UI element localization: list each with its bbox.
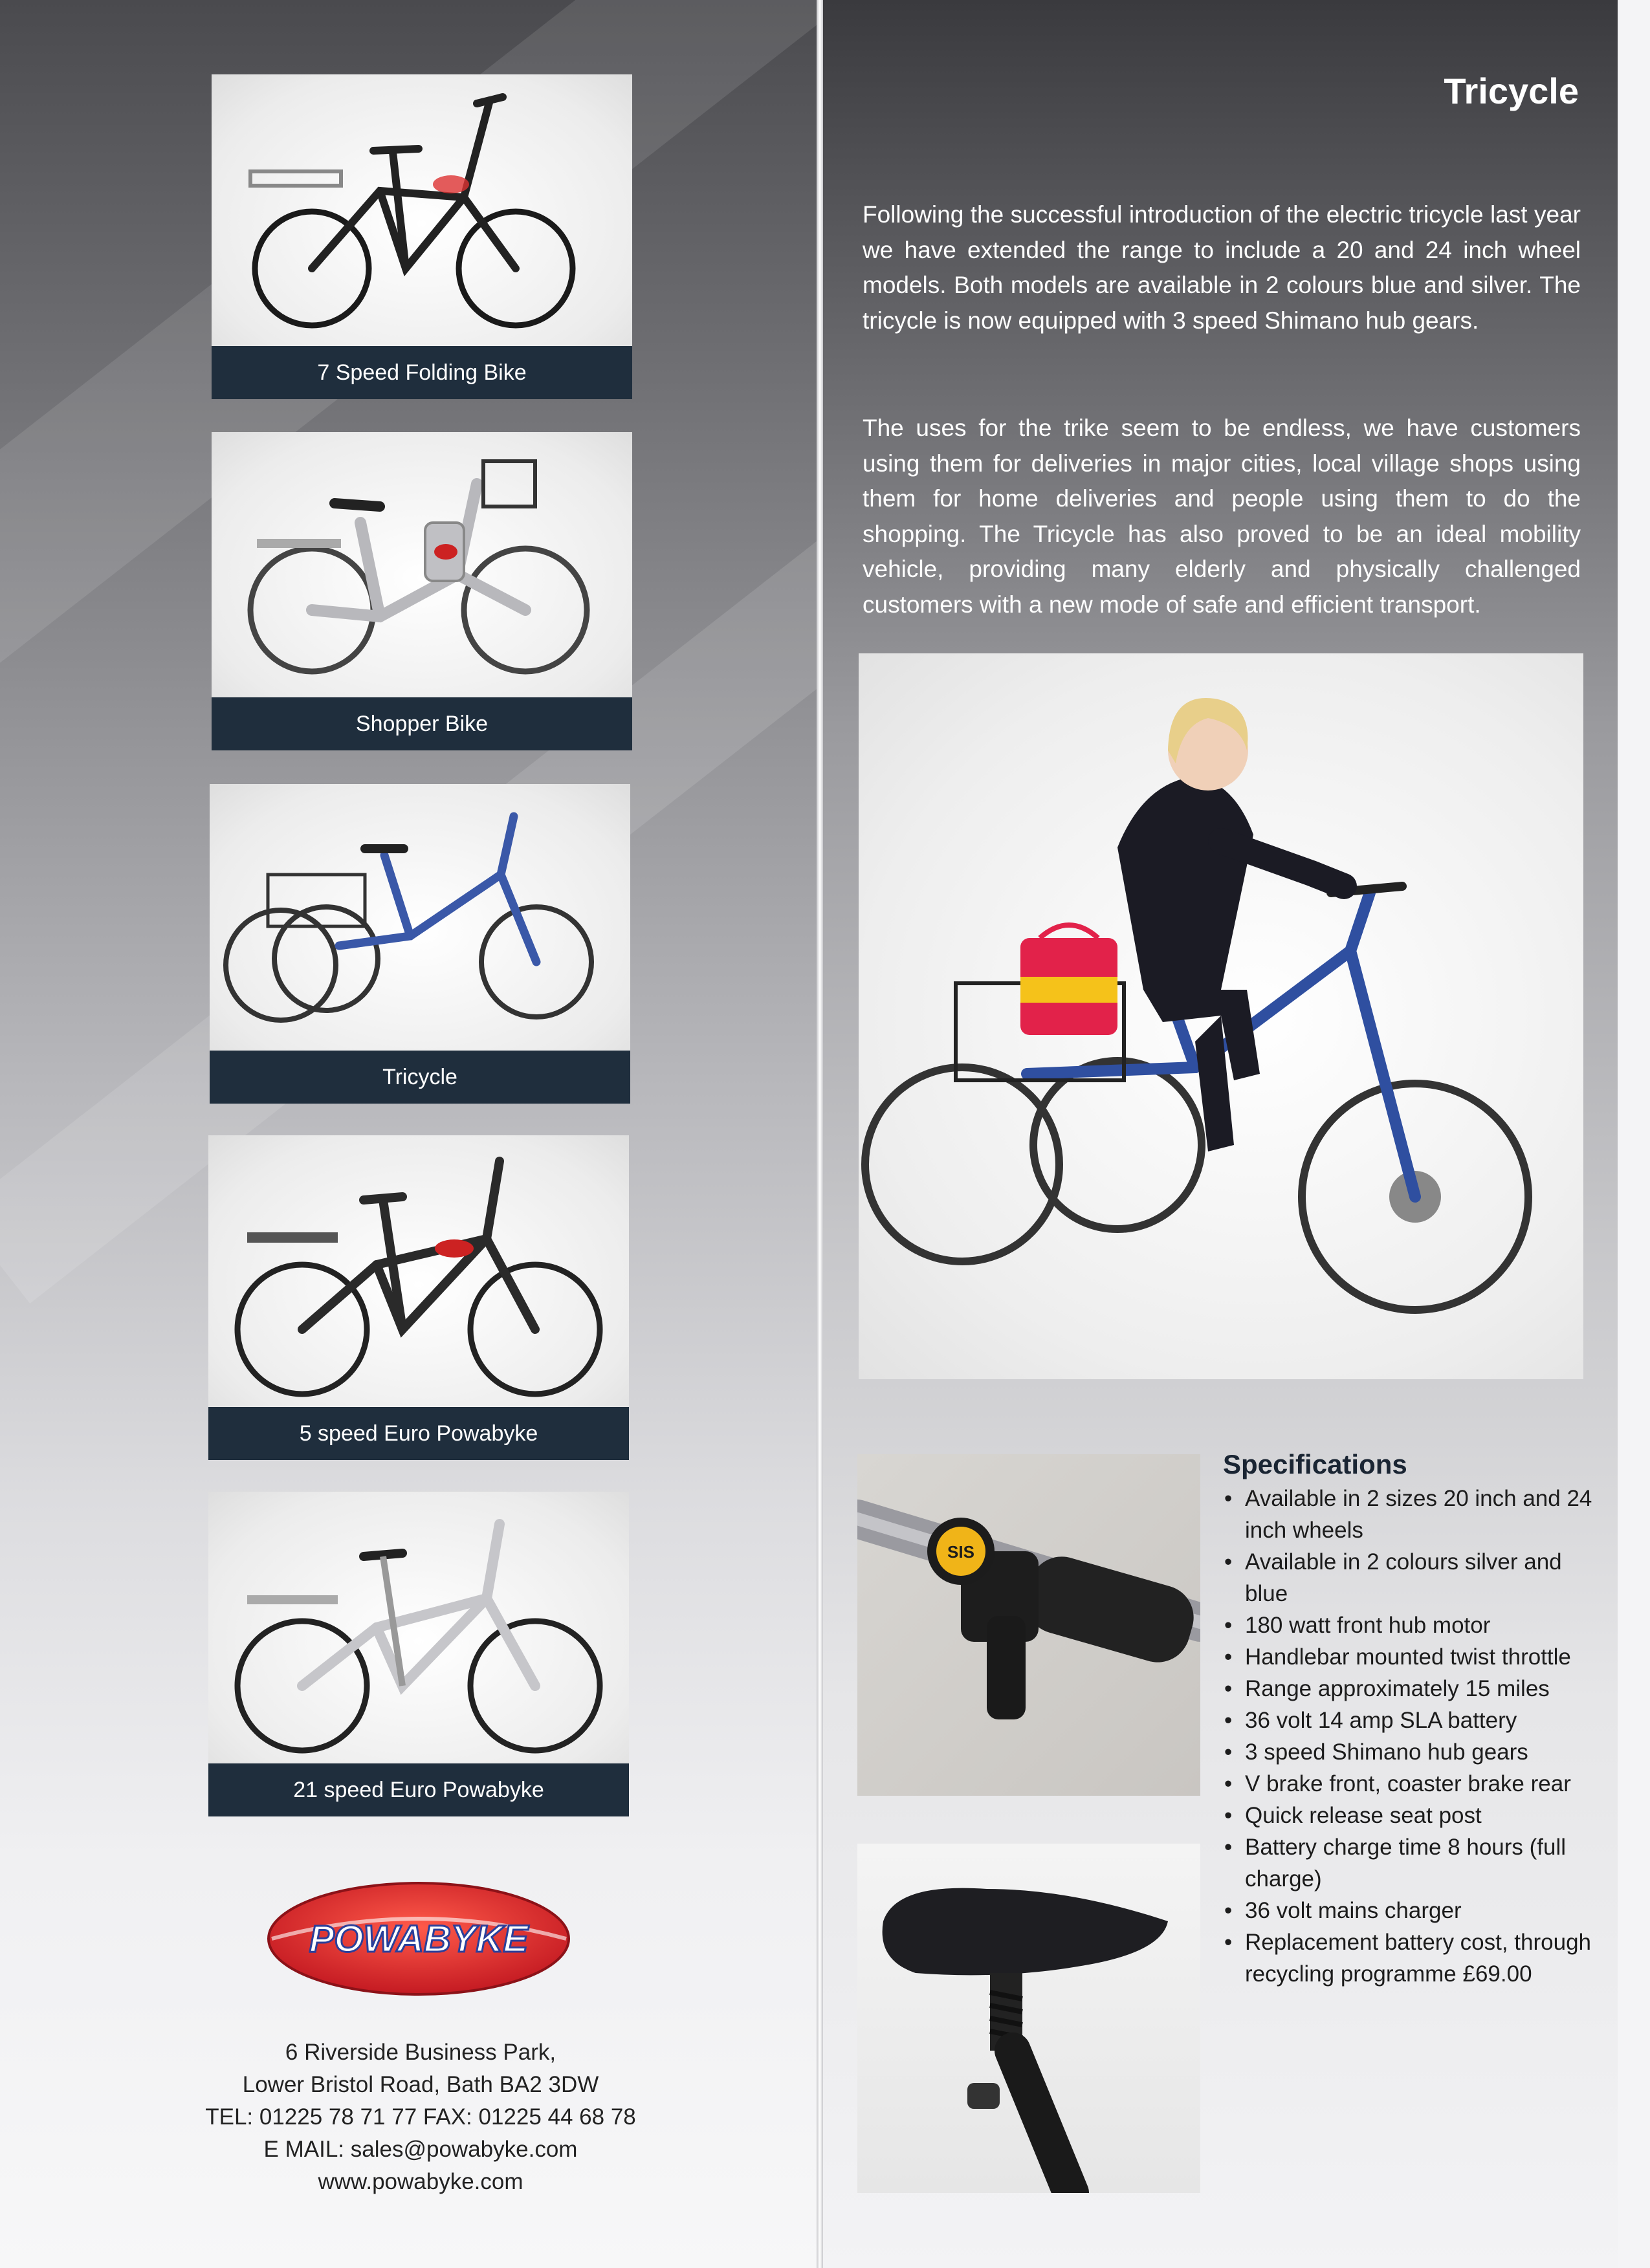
spec-item: • Replacement battery cost, through recycling programme £69.00 bbox=[1223, 1926, 1598, 1990]
specifications-list bbox=[1223, 1483, 1598, 1990]
intro-paragraph: Following the successful introduction of the electric tricycle last year we have extended the range to include a 20 and 24 inch wheel models. Both models are available in 2 colours blue and silver. The tricycle is now equipped with 3 speed Shimano hub gears. bbox=[863, 201, 1581, 334]
product-caption: 7 Speed Folding Bike bbox=[212, 346, 632, 399]
website-link[interactable]: www.powabyke.com bbox=[318, 2169, 523, 2194]
page-title: Tricycle bbox=[1444, 71, 1579, 111]
spec-item: • Quick release seat post bbox=[1223, 1800, 1598, 1831]
spec-item: • Handlebar mounted twist throttle bbox=[1223, 1641, 1598, 1673]
seat-post-photo bbox=[857, 1844, 1200, 2193]
folding-bike-photo bbox=[212, 74, 632, 346]
product-card-folding-bike bbox=[212, 74, 632, 399]
tricycle-photo bbox=[210, 784, 630, 1051]
shifter-label: SIS bbox=[947, 1542, 974, 1562]
euro-bike-black-photo bbox=[208, 1135, 629, 1407]
product-card-tricycle bbox=[210, 784, 630, 1104]
page-fold bbox=[817, 0, 823, 2268]
address-line: 6 Riverside Business Park, bbox=[285, 2040, 556, 2065]
product-caption: Shopper Bike bbox=[212, 697, 632, 750]
address-line: Lower Bristol Road, Bath BA2 3DW bbox=[242, 2072, 599, 2097]
logo-text: POWABYKE bbox=[309, 1918, 529, 1960]
product-caption: 21 speed Euro Powabyke bbox=[208, 1763, 629, 1816]
product-caption: Tricycle bbox=[210, 1051, 630, 1104]
spec-item: • 36 volt mains charger bbox=[1223, 1895, 1598, 1926]
shopper-bike-photo bbox=[212, 432, 632, 697]
email-line[interactable]: E MAIL: sales@powabyke.com bbox=[263, 2137, 578, 2162]
contact-block bbox=[116, 2036, 725, 2198]
spec-item: • 3 speed Shimano hub gears bbox=[1223, 1736, 1598, 1768]
page-edge bbox=[1618, 0, 1650, 2268]
spec-item: • Available in 2 sizes 20 inch and 24 inch wheels bbox=[1223, 1483, 1598, 1546]
powabyke-logo bbox=[265, 1879, 573, 1999]
specifications bbox=[1223, 1449, 1598, 1990]
spec-item: • Available in 2 colours silver and blue bbox=[1223, 1546, 1598, 1609]
product-card-euro-powabyke-21 bbox=[208, 1492, 629, 1816]
euro-bike-silver-photo bbox=[208, 1492, 629, 1763]
product-card-euro-powabyke-5 bbox=[208, 1135, 629, 1460]
spec-item: • 36 volt 14 amp SLA battery bbox=[1223, 1705, 1598, 1736]
spec-item: • Battery charge time 8 hours (full charge) bbox=[1223, 1831, 1598, 1895]
uses-paragraph: The uses for the trike seem to be endless, we have customers using them for deliveries in major cities, local village shops using them for home deliveries and people using them to do the shopping. The Tricycle has also proved to be an ideal mobility vehicle, providing many elderly and physically challenged customers with a new mode of safe and efficient transport. bbox=[863, 415, 1581, 618]
phone-fax-line: TEL: 01225 78 71 77 FAX: 01225 44 68 78 bbox=[205, 2104, 636, 2130]
woman-riding-tricycle-photo bbox=[859, 653, 1583, 1379]
spec-item: • Range approximately 15 miles bbox=[1223, 1673, 1598, 1705]
product-card-shopper-bike bbox=[212, 432, 632, 750]
specifications-heading: Specifications bbox=[1223, 1449, 1407, 1479]
product-caption: 5 speed Euro Powabyke bbox=[208, 1407, 629, 1460]
twist-throttle-photo bbox=[857, 1454, 1200, 1796]
spec-item: • 180 watt front hub motor bbox=[1223, 1609, 1598, 1641]
spec-item: • V brake front, coaster brake rear bbox=[1223, 1768, 1598, 1800]
